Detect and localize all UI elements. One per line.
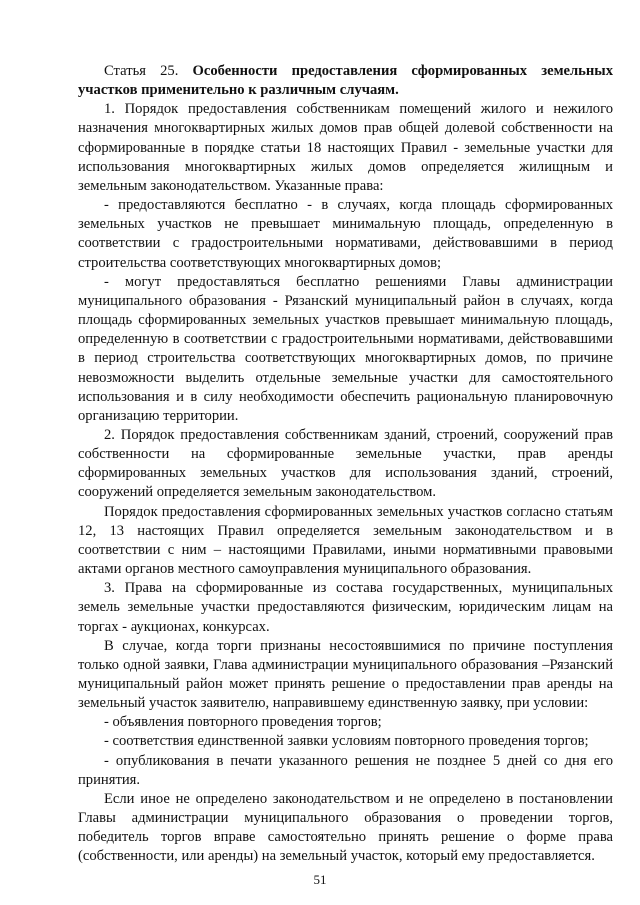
article-heading [78,62,613,100]
paragraph-1: 1. Порядок предоставления собственникам помещений жилого и нежилого назначения многоквартирных жилых домов прав общей долевой собственности на сформированные в порядке статьи 18 настоящих Правил - земельные участки для использования многоквартирных жилых домов определяется жилищным и земельным законодательством. Указанные права: [78,101,613,194]
paragraph-9: - соответствия единственной заявки условиям повторного проведения торгов; [104,733,589,750]
paragraph-3: - могут предоставляться бесплатно решениями Главы администрации муниципального образования - Рязанский муниципальный район в случаях, когда площадь сформированных земельных участков превышает минимальную площадь, определенную в соответствии с градостроительными нормативами, действовавшими в период строительства соответствующих многоквартирных домов, по причине невозможности выделить отдельные земельные участки для самостоятельного использования и в силу необходимости обеспечить рациональную планировочную организацию территории. [78,273,613,424]
paragraph-10: - опубликования в печати указанного решения не позднее 5 дней со дня его принятия. [78,752,613,788]
paragraph-8: - объявления повторного проведения торгов; [104,714,382,731]
paragraph-7: В случае, когда торги признаны несостоявшимися по причине поступления только одной заявки, Глава администрации муниципального образования –Рязанский муниципальный район может принять решение о предоставлении прав аренды на земельный участок заявителю, направившему единственную заявку, при условии: [78,637,613,712]
paragraph-5: Порядок предоставления сформированных земельных участков согласно статьям 12, 13 настоящих Правил определяется земельным законодательством и в соответствии с ним – настоящими Правилами, иными нормативными правовыми актами органов местного самоуправления муниципального образования. [78,503,613,578]
paragraph-11: Если иное не определено законодательством и не определено в постановлении Главы администрации муниципального образования о проведении торгов, победитель торгов вправе самостоятельно принять решение о форме права (собственности, или аренды) на земельный участок, который ему предоставляется. [78,790,613,865]
paragraph-6: 3. Права на сформированные из состава государственных, муниципальных земель земельные участки предоставляются физическим, юридическим лицам на торгах - аукционах, конкурсах. [78,580,613,635]
article-number: Статья 25. [104,63,179,79]
paragraph-4: 2. Порядок предоставления собственникам зданий, строений, сооружений прав собственности на сформированные земельные участки, прав аренды сформированных земельных участков для использования зданий, строений, сооружений определяется земельным законодательством. [78,426,613,501]
page-number: 51 [313,872,327,887]
document-page [78,62,613,867]
paragraph-2: - предоставляются бесплатно - в случаях, когда площадь сформированных земельных участков не превышает минимальную площадь, определенную в соответствии с градостроительными нормативами, действовавшими в период строительства соответствующих многоквартирных домов; [78,197,613,271]
article-title: Особенности предоставления сформированных земельных участков применительно к различным случаям. [78,63,613,99]
